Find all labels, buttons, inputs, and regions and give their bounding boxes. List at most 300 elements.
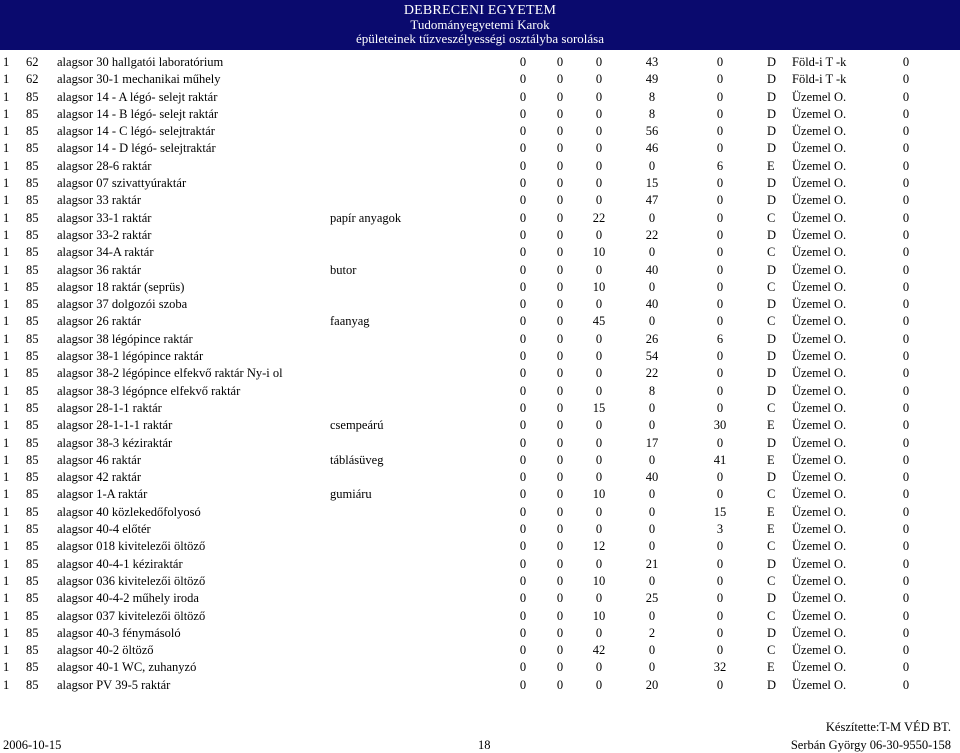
usage-cell: Üzemel O. [792, 435, 847, 450]
last-value-cell: 0 [902, 227, 910, 242]
usage-cell: Üzemel O. [792, 643, 847, 658]
table-row [0, 279, 960, 296]
fire-class-cell: C [767, 487, 776, 502]
value-2-cell: 0 [556, 452, 564, 467]
building-code-cell: 85 [26, 106, 39, 121]
building-code-cell: 85 [26, 349, 39, 364]
table-row [0, 486, 960, 503]
last-value-cell: 0 [902, 677, 910, 692]
value-2-cell: 0 [556, 349, 564, 364]
building-code-cell: 85 [26, 366, 39, 381]
value-1-cell: 0 [519, 245, 527, 260]
value-3-cell: 0 [595, 55, 603, 69]
value-1-cell: 0 [519, 106, 527, 121]
room-name-cell: alagsor 30-1 mechanikai műhely [57, 72, 221, 87]
fire-class-cell: D [767, 262, 777, 277]
room-name-cell: alagsor 1-A raktár [57, 487, 148, 502]
last-value-cell: 0 [902, 556, 910, 571]
value-2-cell: 0 [556, 539, 564, 554]
room-name-cell: alagsor 40-3 fénymásoló [57, 625, 181, 640]
table-row [0, 54, 960, 71]
value-5-cell: 0 [716, 176, 724, 191]
floor-cell: 1 [3, 158, 10, 173]
floor-cell: 1 [3, 262, 10, 277]
value-1-cell: 0 [519, 124, 527, 139]
room-name-cell: alagsor 28-6 raktár [57, 158, 152, 173]
building-code-cell: 85 [26, 176, 39, 191]
value-2-cell: 0 [556, 504, 564, 519]
table-row [0, 227, 960, 244]
usage-cell: Üzemel O. [792, 124, 847, 139]
usage-cell: Üzemel O. [792, 383, 847, 398]
value-1-cell: 0 [519, 400, 527, 415]
last-value-cell: 0 [902, 106, 910, 121]
building-code-cell: 85 [26, 314, 39, 329]
building-code-cell: 85 [26, 625, 39, 640]
floor-cell: 1 [3, 331, 10, 346]
last-value-cell: 0 [902, 660, 910, 675]
fire-class-cell: C [767, 400, 776, 415]
fire-class-cell: C [767, 245, 776, 260]
building-code-cell: 85 [26, 418, 39, 433]
last-value-cell: 0 [902, 72, 910, 87]
fire-class-cell: D [767, 55, 777, 69]
value-4-cell: 47 [645, 193, 659, 208]
fire-class-cell: D [767, 591, 777, 606]
last-value-cell: 0 [902, 487, 910, 502]
value-5-cell: 0 [716, 141, 724, 156]
room-name-cell: alagsor 30 hallgatói laboratórium [57, 55, 224, 69]
floor-cell: 1 [3, 608, 10, 623]
room-name-cell: alagsor 38-3 kéziraktár [57, 435, 173, 450]
last-value-cell: 0 [902, 400, 910, 415]
fire-class-cell: C [767, 279, 776, 294]
value-1-cell: 0 [519, 504, 527, 519]
building-code-cell: 85 [26, 141, 39, 156]
value-3-cell: 0 [595, 227, 603, 242]
value-4-cell: 22 [645, 227, 659, 242]
value-5-cell: 0 [716, 297, 724, 312]
floor-cell: 1 [3, 55, 10, 69]
value-1-cell: 0 [519, 487, 527, 502]
value-5-cell: 0 [716, 573, 724, 588]
table-row [0, 296, 960, 313]
floor-cell: 1 [3, 660, 10, 675]
table-row [0, 417, 960, 434]
value-2-cell: 0 [556, 383, 564, 398]
value-2-cell: 0 [556, 245, 564, 260]
value-2-cell: 0 [556, 608, 564, 623]
document-header [0, 0, 960, 50]
value-4-cell: 46 [645, 141, 659, 156]
floor-cell: 1 [3, 400, 10, 415]
building-code-cell: 85 [26, 522, 39, 537]
value-3-cell: 10 [592, 279, 606, 294]
last-value-cell: 0 [902, 504, 910, 519]
value-3-cell: 0 [595, 72, 603, 87]
floor-cell: 1 [3, 539, 10, 554]
fire-class-cell: C [767, 573, 776, 588]
usage-cell: Üzemel O. [792, 504, 847, 519]
table-row [0, 383, 960, 400]
room-name-cell: alagsor 14 - A légó- selejt raktár [57, 89, 218, 104]
value-2-cell: 0 [556, 158, 564, 173]
value-5-cell: 0 [716, 383, 724, 398]
building-code-cell: 85 [26, 383, 39, 398]
table-row [0, 106, 960, 123]
table-row [0, 659, 960, 676]
value-1-cell: 0 [519, 556, 527, 571]
fire-class-cell: C [767, 608, 776, 623]
floor-cell: 1 [3, 314, 10, 329]
table-row [0, 400, 960, 417]
building-code-cell: 85 [26, 210, 39, 225]
table-row [0, 452, 960, 469]
value-1-cell: 0 [519, 435, 527, 450]
last-value-cell: 0 [902, 383, 910, 398]
footer-date: 2006-10-15 [3, 738, 62, 752]
value-4-cell: 0 [648, 487, 656, 502]
fire-class-cell: E [767, 660, 775, 675]
table-row [0, 192, 960, 209]
value-2-cell: 0 [556, 55, 564, 69]
value-1-cell: 0 [519, 573, 527, 588]
fire-class-cell: D [767, 89, 777, 104]
usage-cell: Üzemel O. [792, 487, 847, 502]
fire-class-cell: D [767, 366, 777, 381]
usage-cell: Üzemel O. [792, 106, 847, 121]
value-1-cell: 0 [519, 522, 527, 537]
value-2-cell: 0 [556, 643, 564, 658]
table-row [0, 331, 960, 348]
fire-class-cell: D [767, 141, 777, 156]
table-row [0, 89, 960, 106]
last-value-cell: 0 [902, 158, 910, 173]
value-1-cell: 0 [519, 660, 527, 675]
room-name-cell: alagsor PV 39-5 raktár [57, 677, 171, 692]
table-row [0, 642, 960, 659]
value-2-cell: 0 [556, 227, 564, 242]
fire-class-cell: D [767, 470, 777, 485]
table-row [0, 365, 960, 382]
value-5-cell: 0 [716, 227, 724, 242]
last-value-cell: 0 [902, 314, 910, 329]
value-4-cell: 43 [645, 55, 659, 69]
last-value-cell: 0 [902, 349, 910, 364]
document-title: épületeinek tűzveszélyességi osztályba sorolása [356, 31, 604, 46]
value-1-cell: 0 [519, 349, 527, 364]
usage-cell: Üzemel O. [792, 470, 847, 485]
table-row [0, 556, 960, 573]
last-value-cell: 0 [902, 297, 910, 312]
made-by: Készítette:T-M VÉD BT. [825, 720, 951, 734]
usage-cell: Üzemel O. [792, 279, 847, 294]
building-code-cell: 85 [26, 556, 39, 571]
value-5-cell: 0 [716, 210, 724, 225]
value-3-cell: 0 [595, 556, 603, 571]
table-row [0, 521, 960, 538]
room-name-cell: alagsor 26 raktár [57, 314, 141, 329]
value-1-cell: 0 [519, 210, 527, 225]
usage-cell: Üzemel O. [792, 245, 847, 260]
value-2-cell: 0 [556, 522, 564, 537]
fire-class-cell: D [767, 556, 777, 571]
floor-cell: 1 [3, 366, 10, 381]
value-4-cell: 0 [648, 643, 656, 658]
usage-cell: Üzemel O. [792, 193, 847, 208]
usage-cell: Üzemel O. [792, 331, 847, 346]
floor-cell: 1 [3, 383, 10, 398]
value-1-cell: 0 [519, 279, 527, 294]
usage-cell: Üzemel O. [792, 314, 847, 329]
room-name-cell: alagsor 40-1 WC, zuhanyzó [57, 660, 197, 675]
value-2-cell: 0 [556, 193, 564, 208]
building-code-cell: 85 [26, 400, 39, 415]
room-name-cell: alagsor 40-4 előtér [57, 522, 151, 537]
value-2-cell: 0 [556, 660, 564, 675]
usage-cell: Üzemel O. [792, 677, 847, 692]
room-name-cell: alagsor 18 raktár (seprüs) [57, 279, 185, 294]
building-code-cell: 85 [26, 193, 39, 208]
value-4-cell: 0 [648, 539, 656, 554]
value-5-cell: 0 [716, 677, 724, 692]
value-2-cell: 0 [556, 470, 564, 485]
last-value-cell: 0 [902, 331, 910, 346]
last-value-cell: 0 [902, 193, 910, 208]
author-contact: Serbán György 06-30-9550-158 [790, 738, 951, 752]
room-name-cell: alagsor 40 közlekedőfolyosó [57, 504, 201, 519]
value-3-cell: 0 [595, 331, 603, 346]
floor-cell: 1 [3, 643, 10, 658]
building-code-cell: 85 [26, 573, 39, 588]
material-cell: butor [330, 262, 357, 277]
value-3-cell: 10 [592, 573, 606, 588]
value-5-cell: 0 [716, 314, 724, 329]
value-1-cell: 0 [519, 625, 527, 640]
building-code-cell: 85 [26, 677, 39, 692]
usage-cell: Üzemel O. [792, 141, 847, 156]
value-5-cell: 15 [713, 504, 727, 519]
floor-cell: 1 [3, 591, 10, 606]
value-3-cell: 0 [595, 418, 603, 433]
value-3-cell: 0 [595, 141, 603, 156]
room-name-cell: alagsor 38-1 légópince raktár [57, 349, 204, 364]
room-table [0, 54, 960, 694]
fire-class-cell: D [767, 297, 777, 312]
value-5-cell: 0 [716, 556, 724, 571]
material-cell: táblásüveg [330, 452, 384, 467]
fire-class-cell: D [767, 383, 777, 398]
value-4-cell: 0 [648, 573, 656, 588]
floor-cell: 1 [3, 72, 10, 87]
value-5-cell: 0 [716, 625, 724, 640]
building-code-cell: 85 [26, 660, 39, 675]
value-5-cell: 32 [713, 660, 727, 675]
value-5-cell: 6 [716, 158, 724, 173]
usage-cell: Üzemel O. [792, 452, 847, 467]
value-1-cell: 0 [519, 608, 527, 623]
value-3-cell: 10 [592, 245, 606, 260]
value-4-cell: 40 [645, 470, 659, 485]
value-1-cell: 0 [519, 539, 527, 554]
building-code-cell: 85 [26, 539, 39, 554]
page-number: 18 [478, 738, 491, 752]
value-3-cell: 0 [595, 366, 603, 381]
material-cell: papír anyagok [330, 210, 402, 225]
fire-class-cell: D [767, 435, 777, 450]
value-3-cell: 0 [595, 660, 603, 675]
value-4-cell: 2 [648, 625, 656, 640]
room-name-cell: alagsor 38 légópince raktár [57, 331, 193, 346]
value-4-cell: 8 [648, 106, 656, 121]
value-3-cell: 0 [595, 625, 603, 640]
value-3-cell: 0 [595, 262, 603, 277]
document-footer [0, 718, 960, 753]
value-4-cell: 8 [648, 89, 656, 104]
usage-cell: Üzemel O. [792, 556, 847, 571]
room-name-cell: alagsor 28-1-1-1 raktár [57, 418, 173, 433]
room-name-cell: alagsor 40-4-2 műhely iroda [57, 591, 199, 606]
value-5-cell: 41 [713, 452, 727, 467]
last-value-cell: 0 [902, 55, 910, 69]
room-name-cell: alagsor 14 - C légó- selejtraktár [57, 124, 215, 139]
usage-cell: Üzemel O. [792, 539, 847, 554]
building-code-cell: 85 [26, 608, 39, 623]
value-1-cell: 0 [519, 383, 527, 398]
value-4-cell: 21 [645, 556, 659, 571]
room-name-cell: alagsor 28-1-1 raktár [57, 400, 162, 415]
value-1-cell: 0 [519, 72, 527, 87]
value-4-cell: 25 [645, 591, 659, 606]
value-4-cell: 0 [648, 400, 656, 415]
floor-cell: 1 [3, 89, 10, 104]
value-2-cell: 0 [556, 418, 564, 433]
value-1-cell: 0 [519, 193, 527, 208]
value-1-cell: 0 [519, 331, 527, 346]
table-row [0, 590, 960, 607]
fire-class-cell: C [767, 643, 776, 658]
table-row [0, 244, 960, 261]
last-value-cell: 0 [902, 124, 910, 139]
usage-cell: Üzemel O. [792, 89, 847, 104]
value-5-cell: 6 [716, 331, 724, 346]
value-1-cell: 0 [519, 176, 527, 191]
value-4-cell: 17 [645, 435, 659, 450]
value-1-cell: 0 [519, 158, 527, 173]
room-name-cell: alagsor 40-4-1 kéziraktár [57, 556, 183, 571]
fire-class-cell: E [767, 522, 775, 537]
table-row [0, 469, 960, 486]
building-code-cell: 85 [26, 227, 39, 242]
value-1-cell: 0 [519, 677, 527, 692]
fire-class-cell: E [767, 158, 775, 173]
value-5-cell: 0 [716, 193, 724, 208]
fire-class-cell: D [767, 677, 777, 692]
usage-cell: Üzemel O. [792, 297, 847, 312]
value-5-cell: 0 [716, 643, 724, 658]
value-4-cell: 40 [645, 262, 659, 277]
usage-cell: Üzemel O. [792, 591, 847, 606]
table-row [0, 313, 960, 330]
value-5-cell: 3 [716, 522, 724, 537]
building-code-cell: 85 [26, 435, 39, 450]
table-row [0, 608, 960, 625]
value-4-cell: 0 [648, 279, 656, 294]
fire-class-cell: E [767, 504, 775, 519]
value-1-cell: 0 [519, 470, 527, 485]
last-value-cell: 0 [902, 262, 910, 277]
value-4-cell: 0 [648, 158, 656, 173]
building-code-cell: 85 [26, 470, 39, 485]
value-4-cell: 56 [645, 124, 659, 139]
value-3-cell: 0 [595, 106, 603, 121]
table-row [0, 348, 960, 365]
value-4-cell: 22 [645, 366, 659, 381]
value-2-cell: 0 [556, 210, 564, 225]
room-name-cell: alagsor 33-1 raktár [57, 210, 152, 225]
value-3-cell: 0 [595, 522, 603, 537]
table-row [0, 175, 960, 192]
usage-cell: Üzemel O. [792, 522, 847, 537]
value-5-cell: 0 [716, 435, 724, 450]
last-value-cell: 0 [902, 418, 910, 433]
value-1-cell: 0 [519, 418, 527, 433]
last-value-cell: 0 [902, 470, 910, 485]
room-name-cell: alagsor 38-3 légópnce elfekvő raktár [57, 383, 241, 398]
value-3-cell: 0 [595, 193, 603, 208]
room-name-cell: alagsor 40-2 öltöző [57, 643, 154, 658]
floor-cell: 1 [3, 452, 10, 467]
value-4-cell: 54 [645, 349, 659, 364]
floor-cell: 1 [3, 487, 10, 502]
value-1-cell: 0 [519, 227, 527, 242]
value-2-cell: 0 [556, 487, 564, 502]
usage-cell: Üzemel O. [792, 400, 847, 415]
room-name-cell: alagsor 46 raktár [57, 452, 141, 467]
usage-cell: Üzemel O. [792, 158, 847, 173]
value-2-cell: 0 [556, 331, 564, 346]
value-1-cell: 0 [519, 314, 527, 329]
room-name-cell: alagsor 42 raktár [57, 470, 141, 485]
usage-cell: Üzemel O. [792, 262, 847, 277]
value-5-cell: 0 [716, 608, 724, 623]
fire-class-cell: C [767, 314, 776, 329]
value-1-cell: 0 [519, 141, 527, 156]
floor-cell: 1 [3, 297, 10, 312]
value-3-cell: 0 [595, 158, 603, 173]
building-code-cell: 85 [26, 245, 39, 260]
floor-cell: 1 [3, 106, 10, 121]
value-2-cell: 0 [556, 176, 564, 191]
value-4-cell: 0 [648, 210, 656, 225]
value-5-cell: 0 [716, 470, 724, 485]
fire-class-cell: D [767, 349, 777, 364]
last-value-cell: 0 [902, 591, 910, 606]
usage-cell: Üzemel O. [792, 625, 847, 640]
table-row [0, 677, 960, 694]
floor-cell: 1 [3, 193, 10, 208]
value-3-cell: 12 [592, 539, 606, 554]
floor-cell: 1 [3, 625, 10, 640]
last-value-cell: 0 [902, 210, 910, 225]
building-code-cell: 85 [26, 452, 39, 467]
building-code-cell: 85 [26, 643, 39, 658]
fire-class-cell: E [767, 452, 775, 467]
usage-cell: Föld-i T -k [792, 72, 847, 87]
table-row [0, 538, 960, 555]
floor-cell: 1 [3, 504, 10, 519]
room-name-cell: alagsor 33 raktár [57, 193, 141, 208]
